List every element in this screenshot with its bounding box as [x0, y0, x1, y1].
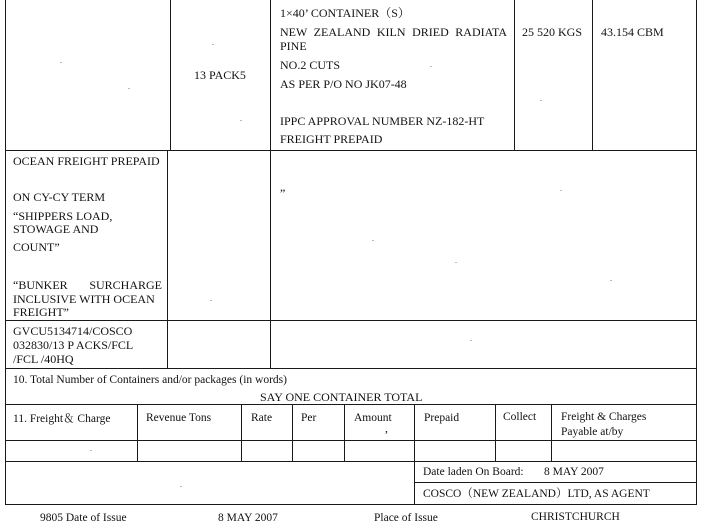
- rule-fr-5: [414, 404, 415, 504]
- terms-cy-cy: ON CY-CY TERM: [13, 190, 106, 204]
- scan-speck: [210, 300, 212, 301]
- goods-line-freight: FREIGHT PREPAID: [280, 132, 383, 146]
- payable-header-line2: Payable at/by: [561, 426, 624, 438]
- goods-line-cuts: NO.2 CUTS: [280, 58, 341, 72]
- terms-shippers-load: “SHIPPERS LOAD,: [13, 209, 113, 223]
- scan-speck: [430, 66, 432, 67]
- laden-on-board-date: 8 MAY 2007: [544, 466, 604, 478]
- rule-total-bottom: [5, 404, 697, 405]
- scan-speck: [455, 262, 457, 263]
- rule-marks-col: [170, 0, 171, 150]
- container-seal-line2: 032830/13 P ACKS/FCL: [13, 338, 134, 352]
- rule-fr-4: [344, 404, 345, 461]
- amount-header: Amount: [354, 412, 392, 424]
- rule-laden-bottom: [414, 482, 697, 483]
- gross-weight: 25 520 KGS: [522, 25, 583, 39]
- scan-speck: [540, 100, 542, 101]
- terms-ocean-freight: OCEAN FREIGHT PREPAID: [13, 154, 160, 168]
- collect-header: Collect: [503, 411, 537, 423]
- issue-place: CHRISTCHURCH: [531, 511, 620, 523]
- terms-stowage: STOWAGE AND: [13, 222, 99, 236]
- laden-on-board-label: Date laden On Board:: [423, 466, 524, 478]
- rule-fr-6: [495, 404, 496, 461]
- scan-speck: [212, 44, 214, 45]
- rule-terms-col: [167, 150, 168, 368]
- goods-line-ippc: IPPC APPROVAL NUMBER NZ-182-HT: [280, 114, 485, 128]
- total-containers-value: SAY ONE CONTAINER TOTAL: [260, 390, 423, 404]
- rate-header: Rate: [251, 412, 273, 424]
- rule-packages-col: [270, 0, 271, 368]
- measurement: 43.154 CBM: [601, 25, 664, 39]
- scan-speck: [240, 120, 242, 121]
- per-header: Per: [301, 412, 317, 424]
- scan-speck: [180, 486, 182, 487]
- rule-freight-header-bottom: [5, 440, 697, 441]
- container-seal-line1: GVCU5134714/COSCO: [13, 324, 133, 338]
- freight-charge-header: 11. Freight＆ Charge: [13, 413, 111, 425]
- issuing-agent: COSCO（NEW ZEALAND）LTD, AS AGENT: [423, 488, 650, 500]
- issue-place-label: Place of Issue: [374, 512, 438, 524]
- goods-line-po: AS PER P/O NO JK07-48: [280, 77, 407, 91]
- rule-fr-7: [551, 404, 552, 461]
- scan-speck: [470, 340, 472, 341]
- rule-fr-2: [241, 404, 242, 461]
- issue-date-label: 9805 Date of Issue: [40, 512, 127, 524]
- rule-container-bottom: [5, 368, 697, 369]
- amount-mark: ,: [385, 421, 388, 435]
- rule-weight-col: [514, 0, 515, 150]
- terms-inclusive: INCLUSIVE WITH OCEAN: [13, 292, 155, 306]
- scan-speck: [60, 62, 62, 63]
- scan-speck: [610, 280, 612, 281]
- rule-goods-bottom: [5, 150, 697, 151]
- issue-date: 8 MAY 2007: [218, 512, 278, 524]
- goods-line-description-cont: PINE: [280, 39, 307, 53]
- rule-terms-bottom: [5, 320, 697, 321]
- revenue-tons-header: Revenue Tons: [146, 412, 212, 424]
- goods-line-container: 1×40’ CONTAINER（S）: [280, 6, 410, 20]
- rule-form-bottom: [5, 504, 697, 505]
- payable-header-line1: Freight & Charges: [561, 411, 647, 423]
- scan-speck: [372, 240, 374, 241]
- rule-freight-row-bottom: [5, 461, 697, 462]
- rule-fr-3: [292, 404, 293, 461]
- rule-left-edge: [5, 0, 6, 504]
- terms-count: COUNT”: [13, 240, 60, 254]
- terms-freight: FREIGHT”: [13, 305, 69, 319]
- rule-right-edge: [696, 0, 697, 504]
- ditto-mark: ”: [280, 186, 286, 200]
- scan-speck: [560, 190, 562, 191]
- container-seal-line3: /FCL /40HQ: [13, 352, 74, 366]
- packages-count: 13 PACK5: [194, 68, 246, 82]
- scan-speck: [90, 450, 92, 451]
- rule-measure-col: [592, 0, 593, 150]
- terms-bunker: “BUNKER SURCHARGE: [13, 278, 162, 292]
- prepaid-header: Prepaid: [424, 412, 460, 424]
- total-containers-label: 10. Total Number of Containers and/or packages (in words): [13, 374, 287, 386]
- scan-speck: [128, 88, 130, 89]
- goods-line-description: NEW ZEALAND KILN DRIED RADIATA: [280, 25, 507, 39]
- rule-fr-1: [137, 404, 138, 461]
